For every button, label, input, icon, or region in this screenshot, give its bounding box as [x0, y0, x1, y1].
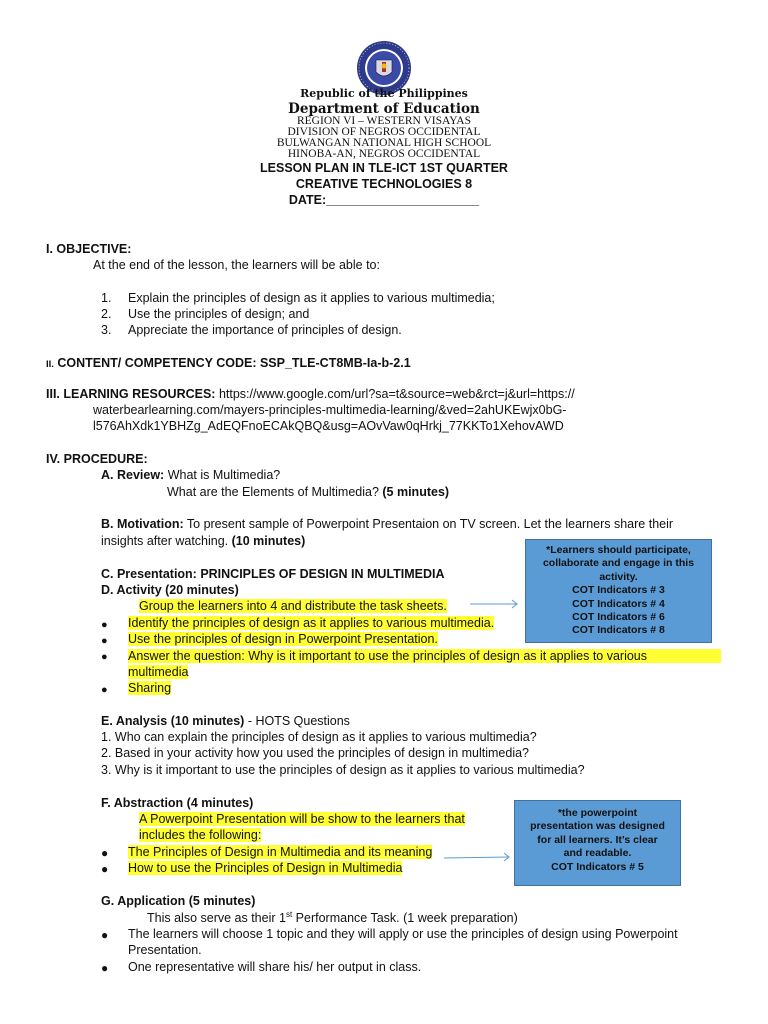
abstraction-intro-1-text: A Powerpoint Presentation will be show to the learners that — [139, 812, 465, 826]
resources-heading: III. LEARNING RESOURCES: — [46, 387, 216, 401]
objective-item-3: Appreciate the importance of principles of design. — [128, 323, 402, 337]
subject-title: CREATIVE TECHNOLOGIES 8 — [295, 177, 473, 191]
activity-item-1 — [128, 616, 494, 630]
activity-item-2 — [128, 632, 438, 646]
department-text: Department of Education — [288, 101, 480, 117]
objective-heading: I. OBJECTIVE: — [46, 242, 132, 256]
application-intro-b: Performance Task. (1 week preparation) — [292, 911, 518, 926]
resources-url-2: waterbearlearning.com/mayers-principles-multimedia-learning/&ved=2ahUKEwjx0bG- — [93, 403, 567, 417]
motivation-line-2 — [101, 534, 305, 548]
arrow-right-icon — [444, 852, 512, 864]
activity-item-1-text: Identify the principles of design as it applies to various multimedia. — [128, 616, 495, 630]
bullet-icon: ● — [101, 862, 109, 876]
objective-num-2: 2. — [101, 307, 112, 321]
callout-line: for all learners. It’s clear — [537, 833, 658, 846]
callout-line: and readable. — [563, 847, 632, 860]
resources-url-1: https://www.google.com/url?sa=t&source=web&rct=j&url=https:// — [215, 387, 575, 401]
abstraction-intro-2-text: includes the following: — [139, 828, 262, 842]
callout-line: COT Indicators # 5 — [551, 860, 644, 873]
activity-item-2-text: Use the principles of design in Powerpoint Presentation. — [128, 632, 438, 646]
review-line-2 — [167, 485, 449, 499]
content-code: CONTENT/ COMPETENCY CODE: SSP_TLE-CT8MB-Ia-b-2.1 — [53, 356, 411, 370]
bullet-icon: ● — [101, 635, 108, 647]
application-item-2: One representative will share his/ her output in class. — [128, 960, 422, 974]
activity-cot-callout — [525, 539, 712, 643]
activity-item-4 — [128, 681, 171, 695]
address-text: HINOBA-AN, NEGROS OCCIDENTAL — [287, 148, 481, 160]
analysis-question-2: 2. Based in your activity how you used the principles of design in multimedia? — [101, 746, 530, 760]
callout-line: COT Indicators # 3 — [572, 584, 665, 597]
content-prefix: II. — [46, 359, 54, 370]
activity-item-4-text: Sharing — [128, 681, 172, 695]
objective-num-3: 3. — [101, 323, 112, 337]
callout-line: presentation was designed — [530, 820, 665, 833]
procedure-heading: IV. PROCEDURE: — [46, 452, 148, 466]
review-time: (5 minutes) — [378, 485, 450, 499]
activity-item-3 — [128, 649, 721, 663]
abstraction-item-2-text: How to use the Principles of Design in Multimedia — [128, 861, 403, 875]
activity-label: D. Activity — [101, 583, 162, 597]
callout-line: COT Indicators # 4 — [572, 597, 665, 610]
bullet-icon: ● — [101, 651, 108, 663]
objective-item-2: Use the principles of design; and — [128, 307, 310, 321]
bullet-icon: ● — [101, 961, 109, 975]
application-label: G. Application (5 minutes) — [101, 894, 256, 908]
activity-item-3-cont-text: multimedia — [128, 665, 189, 679]
resources-url-3: l576AhXdk1YBHZg_AdEQFnoECAkQBQ&usg=AOvVaw0qHrkj_77KKTo1XehovAWD — [93, 419, 564, 433]
activity-item-3-text: Answer the question: Why is it important to use the principles of design as it applies to various — [128, 649, 721, 663]
activity-intro-text: Group the learners into 4 and distribute the task sheets. — [139, 599, 447, 613]
review-line — [101, 468, 280, 482]
activity-line — [101, 583, 239, 597]
region-text: REGION VI – WESTERN VISAYAS — [296, 115, 471, 127]
abstraction-item-1 — [128, 845, 432, 859]
lesson-plan-title: LESSON PLAN IN TLE-ICT 1ST QUARTER — [260, 161, 508, 175]
motivation-text-1: To present sample of Powerpoint Presentaion on TV screen. Let the learners share their — [183, 517, 674, 531]
division-text: DIVISION OF NEGROS OCCIDENTAL — [287, 126, 481, 138]
date-line: DATE:______________________ — [288, 193, 480, 207]
abstraction-cot-callout — [514, 800, 681, 886]
analysis-question-1: 1. Who can explain the principles of design as it applies to various multimedia? — [101, 730, 537, 744]
motivation-time: (10 minutes) — [228, 534, 306, 548]
callout-line: *the powerpoint — [557, 807, 638, 819]
activity-item-3-cont — [128, 665, 188, 679]
objective-num-1: 1. — [101, 291, 112, 305]
activity-time: (20 minutes) — [161, 583, 239, 597]
application-intro-a: This also serve as their 1 — [147, 911, 286, 926]
callout-line: collaborate and engage in this — [542, 557, 695, 570]
bullet-icon: ● — [101, 619, 108, 631]
bullet-icon: ● — [101, 846, 109, 860]
bullet-icon: ● — [101, 928, 109, 942]
content-line — [46, 356, 411, 370]
analysis-question-3: 3. Why is it important to use the principles of design as it applies to various multimedia? — [101, 763, 585, 777]
arrow-right-icon — [470, 598, 520, 610]
motivation-label: B. Motivation: — [101, 517, 184, 531]
school-text: BULWANGAN NATIONAL HIGH SCHOOL — [276, 137, 492, 149]
presentation-line: C. Presentation: PRINCIPLES OF DESIGN IN MULTIMEDIA — [101, 567, 445, 581]
motivation-line-1 — [101, 517, 721, 531]
callout-line: activity. — [599, 570, 638, 583]
abstraction-intro-1 — [139, 812, 465, 826]
bullet-icon: ● — [101, 684, 108, 696]
review-question-2: What are the Elements of Multimedia? — [167, 485, 379, 499]
callout-line: COT Indicators # 6 — [572, 611, 665, 624]
abstraction-item-2 — [128, 861, 402, 875]
analysis-label: E. Analysis (10 minutes) — [101, 714, 245, 728]
callout-line: COT Indicators # 8 — [572, 624, 665, 637]
callout-line: *Learners should participate, — [546, 544, 691, 556]
application-item-1-cont: Presentation. — [128, 943, 202, 957]
review-label: A. Review: — [101, 468, 165, 482]
objective-intro: At the end of the lesson, the learners will be able to: — [93, 258, 380, 272]
review-question-1: What is Multimedia? — [164, 468, 281, 482]
abstraction-label: F. Abstraction (4 minutes) — [101, 796, 254, 810]
objective-item-1: Explain the principles of design as it applies to various multimedia; — [128, 291, 495, 305]
analysis-suffix: - HOTS Questions — [244, 714, 350, 728]
activity-intro — [139, 599, 447, 613]
application-intro — [147, 910, 518, 925]
republic-text: Republic of the Philippines — [300, 87, 468, 100]
analysis-line — [101, 714, 350, 728]
abstraction-item-1-text: The Principles of Design in Multimedia and its meaning — [128, 845, 433, 859]
application-intro-sup: st — [285, 910, 293, 919]
application-item-1: The learners will choose 1 topic and they will apply or use the principles of design using Powerpoint — [128, 927, 678, 941]
motivation-text-2: insights after watching. — [101, 534, 229, 548]
abstraction-intro-2 — [139, 828, 261, 842]
resources-line-1 — [46, 387, 575, 401]
